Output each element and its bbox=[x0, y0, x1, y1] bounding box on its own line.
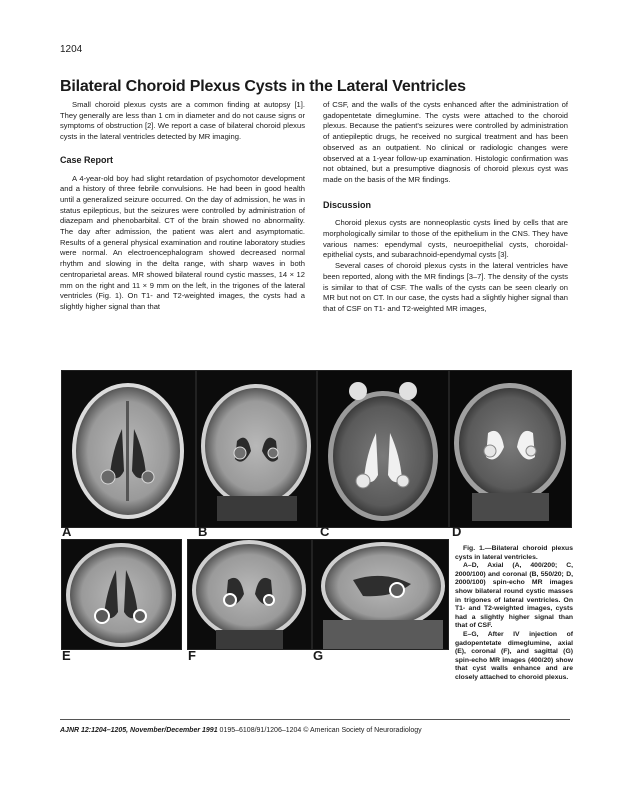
panel-label-c: C bbox=[320, 524, 330, 539]
caption-title: Fig. 1.—Bilateral choroid plexus cysts in lateral ventricles. bbox=[455, 545, 573, 561]
intro-paragraph: Small choroid plexus cysts are a common finding at autopsy [1]. They generally are less than 1 cm in diameter and do not cause signs or symptoms of obstruction [2]. We report a case of bilateral choroid plexus cysts in the lateral ventricles detected by MR imaging. bbox=[60, 100, 305, 142]
footer bbox=[60, 727, 422, 734]
mri-panel-b bbox=[196, 370, 317, 528]
article-title: Bilateral Choroid Plexus Cysts in the Lateral Ventricles bbox=[60, 78, 466, 95]
continuation-paragraph: of CSF, and the walls of the cysts enhanced after the administration of gadopentetate dimeglumine. The cysts were attached to the choroid plexus. Because the patient's seizures were controlled by administration of antiepileptic drugs, he received no surgical treatment and has been observed as an outpatient. No clinical or radiologic changes were observed at a 1-year follow-up examination. Histologic confirmation was not obtained, but a presumptive diagnosis of choroid plexus cyst was made on the basis of the MR findings. bbox=[323, 100, 568, 184]
discussion-paragraph-2: Several cases of choroid plexus cysts in the lateral ventricles have been reported, along with the MR findings [3–7]. The density of the cysts is similar to that of CSF. The walls of the cysts can be seen clearly on MR but not on CT. In our case, the cysts had a slightly higher signal than that of CSF on T1- and T2-weighted MR images, bbox=[323, 261, 568, 313]
panel-label-g: G bbox=[313, 648, 324, 663]
footer-journal: AJNR 12:1204–1205, November/December 1991 bbox=[60, 727, 218, 734]
mri-panel-f bbox=[187, 539, 312, 650]
caption-e-g: E–G, After IV injection of gadopentetate dimeglumine, axial (E), coronal (F), and sagittal (G) spin-echo MR images (400/20) show that cyst walls enhance and are closely attached to choroid plexus. bbox=[455, 630, 573, 681]
case-report-paragraph: A 4-year-old boy had slight retardation of psychomotor development and a history of three febrile convulsions. He had been in good health until a generalized seizure occurred. On the day of admission, he was in status epilepticus, but the seizures were controlled by administration of diazepam and phenobarbital. CT of the brain showed no abnormality. The day after admission, the patient was alert and asymptomatic. Results of a general physical examination and routine laboratory studies were normal. An electroencephalogram showed decreased normal rhythm and slowing in the delta range, with sharp waves in both centroparietal areas. MR showed bilateral round cystic masses, 14 × 12 mm on the right and 11 × 9 mm on the left, in the trigones of the lateral ventricles (Fig. 1). On T1- and T2-weighted images, the cysts had a slightly higher signal than that bbox=[60, 173, 305, 311]
left-column bbox=[60, 100, 305, 313]
discussion-heading: Discussion bbox=[323, 199, 372, 210]
right-column bbox=[323, 100, 568, 315]
mri-panel-d bbox=[449, 370, 572, 528]
panel-label-f: F bbox=[188, 648, 196, 663]
footer-rule bbox=[60, 719, 570, 720]
mri-panel-a bbox=[61, 370, 196, 528]
footer-rest: 0195–6108/91/1206–1204 © American Society of Neuroradiology bbox=[217, 727, 422, 734]
panel-label-e: E bbox=[62, 648, 71, 663]
mri-panel-e bbox=[61, 539, 182, 650]
panel-label-d: D bbox=[452, 524, 462, 539]
caption-a-d: A–D, Axial (A, 400/200; C, 2000/100) and coronal (B, 550/20; D, 2000/100) spin-echo MR images show bilateral round cystic masses in trigones of lateral ventricles. On T1- and T2-weighted images, cysts had a slightly higher signal than that of CSF. bbox=[455, 562, 573, 630]
page-number: 1204 bbox=[60, 44, 83, 55]
mri-panel-g bbox=[312, 539, 449, 650]
case-report-heading: Case Report bbox=[60, 154, 114, 165]
panel-label-a: A bbox=[62, 524, 72, 539]
discussion-paragraph-1: Choroid plexus cysts are nonneoplastic cysts lined by cells that are morphologically similar to those of the epithelium in the CNS. They have various names: ependymal cysts, neuroepithelial cysts, choroidal-epithelial cysts, and subarachnoid-ependymal cysts [3]. bbox=[323, 218, 568, 260]
figure-caption bbox=[455, 545, 573, 683]
panel-label-b: B bbox=[198, 524, 208, 539]
mri-panel-c bbox=[317, 370, 449, 528]
